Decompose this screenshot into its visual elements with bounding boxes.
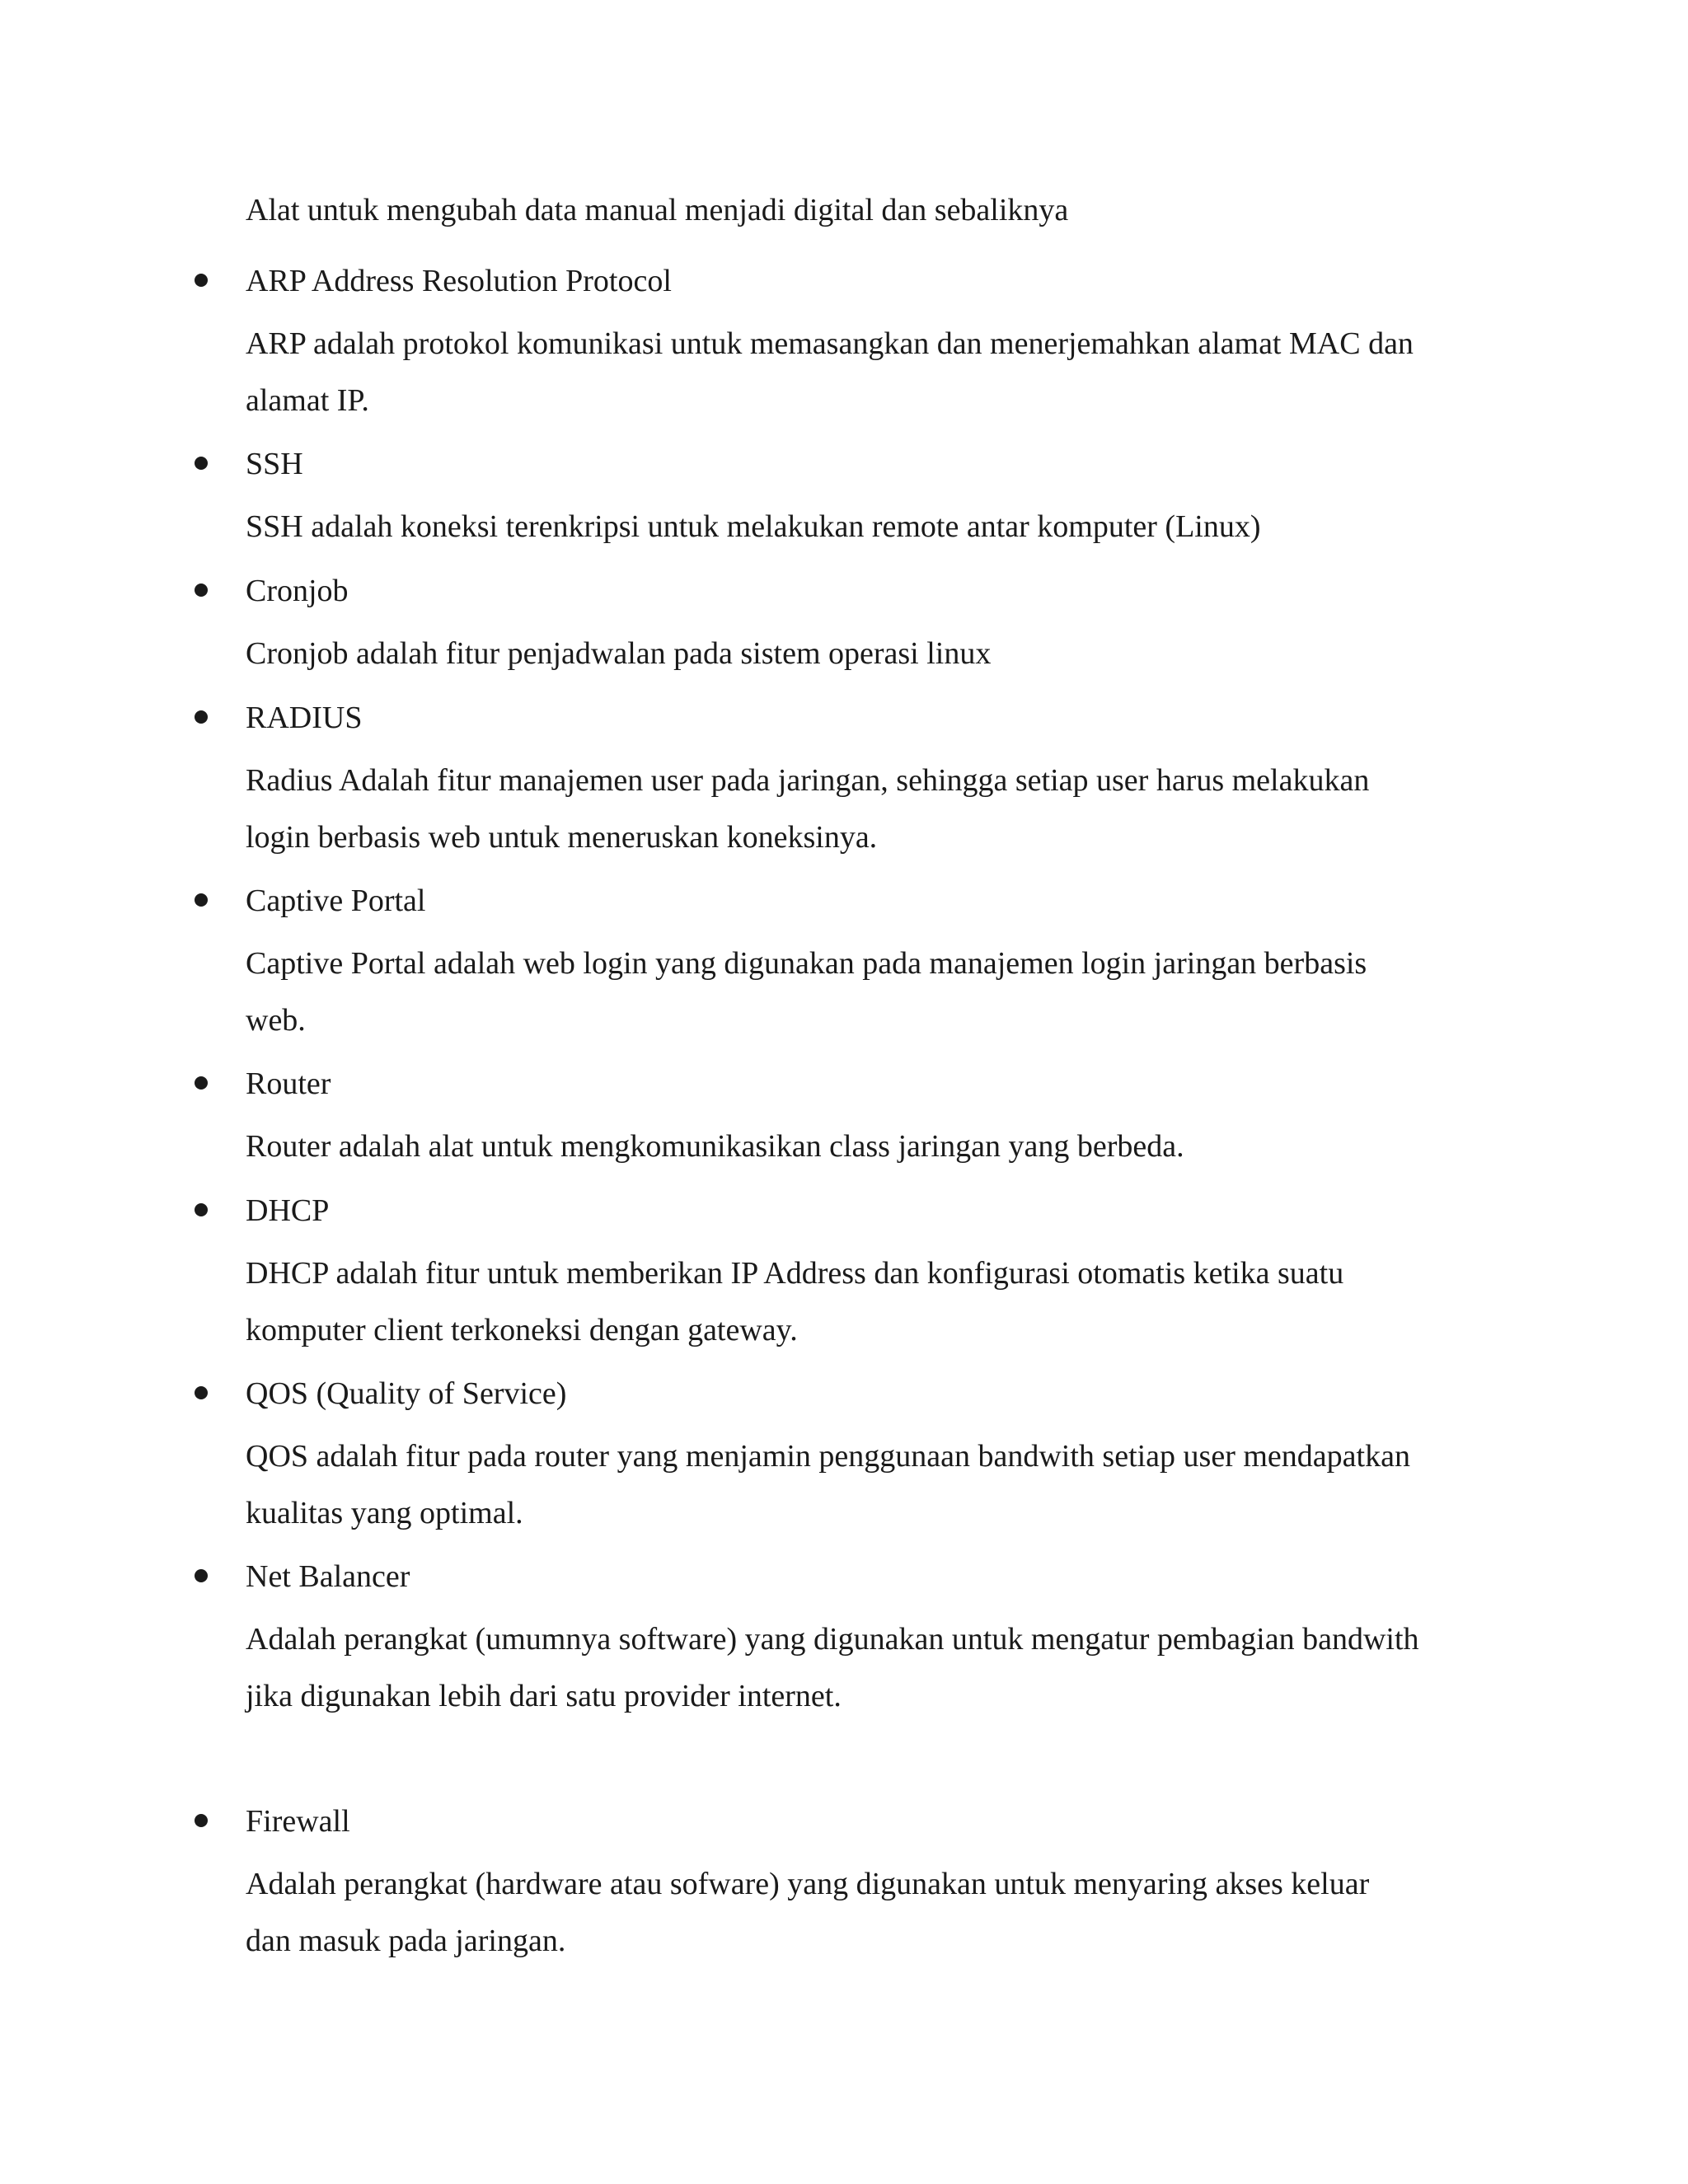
list-item-term: Router: [246, 1066, 331, 1101]
list-item-description: DHCP adalah fitur untuk memberikan IP Address dan konfigurasi otomatis ketika suatu: [246, 1256, 1344, 1291]
list-item-description: jika digunakan lebih dari satu provider internet.: [246, 1679, 842, 1713]
list-item-description: Cronjob adalah fitur penjadwalan pada sistem operasi linux: [246, 636, 992, 671]
list-item-description: SSH adalah koneksi terenkripsi untuk melakukan remote antar komputer (Linux): [246, 509, 1261, 544]
list-item-description: komputer client terkoneksi dengan gateway.: [246, 1313, 798, 1347]
list-item-term: QOS (Quality of Service): [246, 1376, 567, 1411]
bullet-icon: [195, 710, 208, 724]
bullet-icon: [195, 1814, 208, 1827]
list-item-description: Captive Portal adalah web login yang digunakan pada manajemen login jaringan berbasis: [246, 946, 1367, 981]
list-item-term: Firewall: [246, 1804, 350, 1839]
bullet-icon: [195, 1569, 208, 1582]
list-item-term: Captive Portal: [246, 883, 426, 918]
list-item-term: Cronjob: [246, 574, 349, 608]
list-item-term: Net Balancer: [246, 1559, 410, 1594]
list-item-description: ARP adalah protokol komunikasi untuk memasangkan dan menerjemahkan alamat MAC dan: [246, 326, 1414, 361]
list-item-term: RADIUS: [246, 701, 363, 735]
list-item-description: Adalah perangkat (umumnya software) yang digunakan untuk mengatur pembagian bandwith: [246, 1622, 1419, 1657]
bullet-icon: [195, 1386, 208, 1399]
list-item-description: QOS adalah fitur pada router yang menjamin penggunaan bandwith setiap user mendapatkan: [246, 1439, 1410, 1474]
list-item-term: SSH: [246, 447, 303, 481]
list-item-description: Adalah perangkat (hardware atau sofware) yang digunakan untuk menyaring akses keluar: [246, 1867, 1370, 1901]
bullet-icon: [195, 1076, 208, 1090]
list-item-term: DHCP: [246, 1193, 330, 1228]
list-item-description: dan masuk pada jaringan.: [246, 1924, 566, 1958]
list-item-description: Radius Adalah fitur manajemen user pada jaringan, sehingga setiap user harus melakukan: [246, 763, 1370, 798]
bullet-icon: [195, 457, 208, 470]
list-item-description: login berbasis web untuk meneruskan koneksinya.: [246, 820, 878, 855]
list-item-description: web.: [246, 1003, 306, 1038]
list-item-description: kualitas yang optimal.: [246, 1496, 523, 1530]
list-item-description: Router adalah alat untuk mengkomunikasikan class jaringan yang berbeda.: [246, 1129, 1184, 1164]
intro-text: Alat untuk mengubah data manual menjadi digital dan sebaliknya: [246, 193, 1069, 227]
bullet-icon: [195, 274, 208, 287]
list-item-term: ARP Address Resolution Protocol: [246, 264, 672, 298]
bullet-icon: [195, 893, 208, 907]
list-item-description: alamat IP.: [246, 383, 369, 418]
bullet-icon: [195, 583, 208, 597]
bullet-icon: [195, 1203, 208, 1216]
